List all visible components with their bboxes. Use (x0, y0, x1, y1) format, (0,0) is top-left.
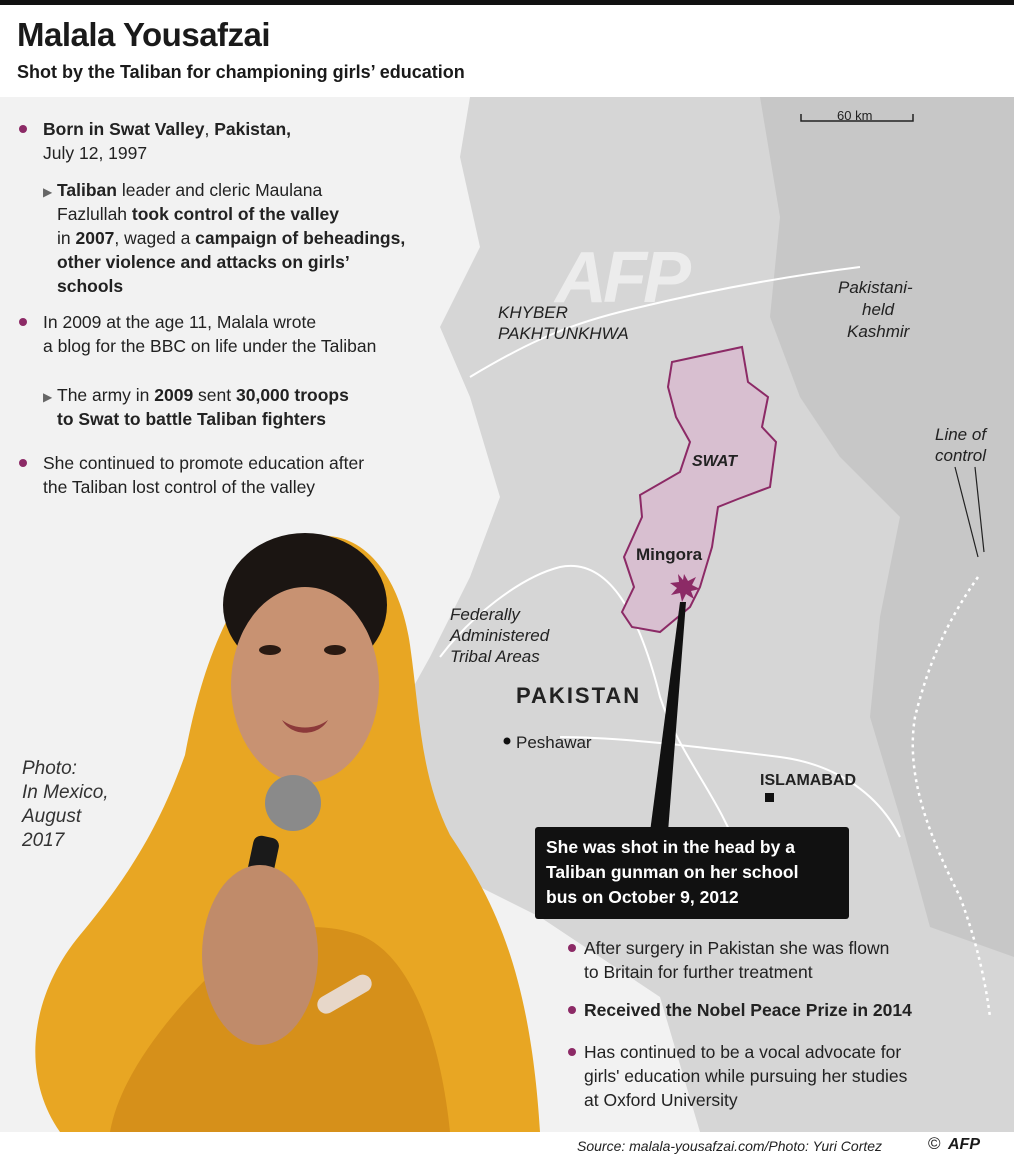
bullet-birth (43, 117, 291, 165)
birth-place: Born in Swat Valley (43, 119, 205, 139)
peshawar-label: Peshawar (516, 733, 592, 752)
bullet-blog (43, 310, 376, 358)
bullet-dot (568, 944, 576, 952)
sub-text: Taliban (57, 180, 117, 200)
sub-text: schools (57, 276, 124, 296)
callout-line: She was shot in the head by a (546, 837, 795, 857)
sub-text: campaign of beheadings, (195, 228, 406, 248)
source-credit: Source: malala-yousafzai.com/Photo: Yuri Cortez (577, 1138, 883, 1154)
sub-text: other violence and attacks on girls’ (57, 252, 350, 272)
loc-label-1: Line of (935, 425, 987, 444)
sub-text: 2007 (75, 228, 115, 248)
bullet-dot (568, 1048, 576, 1056)
eye-left (259, 645, 281, 655)
birth-date: July 12, 1997 (43, 143, 148, 163)
bullet-text: the Taliban lost control of the valley (43, 477, 316, 497)
sub-text: , waged a (114, 228, 196, 248)
sub-text: Fazlullah (57, 204, 132, 224)
photo-caption-line: August (22, 806, 82, 827)
sub-text: The army in (57, 385, 155, 405)
bullet-dot (19, 459, 27, 467)
bullet-dot (19, 318, 27, 326)
sub-text: to Swat to battle Taliban fighters (57, 409, 326, 429)
mingora-label: Mingora (636, 545, 703, 564)
sub-text: 30,000 troops (236, 385, 349, 405)
callout-line: bus on October 9, 2012 (546, 887, 739, 907)
sub-text: 2009 (154, 385, 194, 405)
photo-caption-line: In Mexico, (22, 782, 109, 803)
triangle-icon: ▶ (43, 390, 53, 404)
sub-army (43, 383, 349, 431)
afp-logo: AFP (948, 1136, 980, 1153)
face-shape (231, 587, 379, 783)
islamabad-label: ISLAMABAD (760, 772, 856, 789)
bullet-text: In 2009 at the age 11, Malala wrote (43, 312, 317, 332)
swat-label: SWAT (692, 453, 738, 470)
microphone-head (265, 775, 321, 831)
country-label: PAKISTAN (516, 683, 642, 708)
bullet-text: a blog for the BBC on life under the Taliban (43, 336, 377, 356)
bullet-text: to Britain for further treatment (584, 962, 813, 982)
bullet-nobel (584, 998, 912, 1022)
bullet-text: at Oxford University (584, 1090, 738, 1110)
page-subtitle: Shot by the Taliban for championing girls’ education (17, 62, 465, 82)
attack-callout (535, 827, 849, 919)
page-title: Malala Yousafzai (17, 16, 271, 53)
callout-line: Taliban gunman on her school (546, 862, 799, 882)
sub-text: leader and cleric Maulana (116, 180, 323, 200)
sub-taliban (43, 178, 406, 298)
bullet-text: Received the Nobel Peace Prize in 2014 (584, 1000, 912, 1020)
khyber-label-2: PAKHTUNKHWA (498, 324, 629, 343)
bullet-surgery (584, 936, 889, 984)
photo-caption (22, 757, 109, 853)
loc-label-2: control (935, 446, 987, 465)
islamabad-marker (765, 793, 774, 802)
kashmir-label-1: Pakistani- (838, 278, 913, 297)
hands-shape (202, 865, 318, 1045)
bullet-dot (19, 125, 27, 133)
sub-text: in (57, 228, 76, 248)
bullet-education (43, 451, 364, 499)
sub-text: took control of the valley (131, 204, 340, 224)
fata-label-1: Federally (450, 605, 520, 624)
bullet-text: She continued to promote education after (43, 453, 365, 473)
bullet-dot (568, 1006, 576, 1014)
kashmir-label-2: held (862, 300, 895, 319)
bullet-text: girls' education while pursuing her studies (584, 1066, 908, 1086)
khyber-label-1: KHYBER (498, 303, 568, 322)
eye-right (324, 645, 346, 655)
fata-label-2: Administered (450, 626, 550, 645)
bullet-advocate (584, 1040, 907, 1112)
map-panel (0, 97, 1014, 1132)
copyright-symbol: © (928, 1134, 941, 1153)
sub-text: sent (193, 385, 236, 405)
photo-caption-line: Photo: (22, 758, 77, 779)
fata-label-3: Tribal Areas (450, 647, 540, 666)
birth-country: Pakistan, (214, 119, 292, 139)
kashmir-label-3: Kashmir (847, 322, 910, 341)
photo-caption-line: 2017 (22, 830, 65, 851)
bullet-text: Has continued to be a vocal advocate for (584, 1042, 902, 1062)
afp-watermark: AFP (555, 238, 687, 318)
scale-label: 60 km (837, 108, 873, 123)
top-rule (0, 0, 1014, 5)
bullet-text: After surgery in Pakistan she was flown (584, 938, 890, 958)
triangle-icon: ▶ (43, 185, 53, 199)
birth-sep: , (204, 119, 215, 139)
